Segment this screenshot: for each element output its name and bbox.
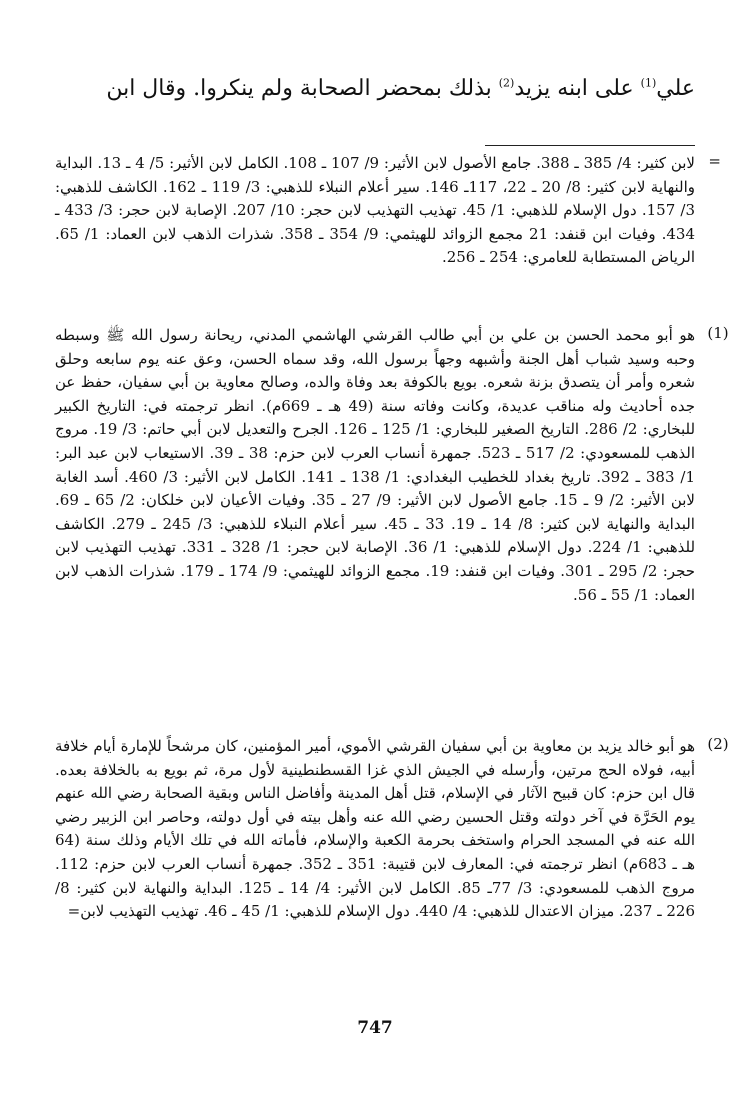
main-text-part3: بذلك بمحضر الصحابة ولم ينكروا. وقال ابن (106, 76, 499, 101)
main-text-line (55, 72, 695, 106)
main-text-part1: علي (656, 76, 695, 101)
footnote-text-2: هو أبو خالد يزيد بن معاوية بن أبي سفيان القرشي الأموي، أمير المؤمنين، كان مرشحاً للإمارة أيام خلافة أبيه، فولاه الحج مرتين، وأرسله في الجيش الذي غزا القسطنطينية لأول مرة، ثم بويع به بالخلافة بعده. قال ابن حزم: كان قبيح الآثار في الإسلام، قتل أهل المدينة وأفاضل الناس وبقية الصحابة رضي الله عنهم يوم الحَرَّة في آخر دولته وقتل الحسين رضي الله عنه وأهل بيته في أول دولته، وحاصر ابن الزبير رضي الله عنه في المسجد الحرام واستخف بحرمة الكعبة والإسلام، فأماته الله في تلك الأيام وذلك سنة (64 هـ ـ 683م) انظر ترجمته في: المعارف لابن قتيبة: 351 ـ 352. جمهرة أنساب العرب لابن حزم: 112. مروج الذهب للمسعودي: 3/ 77ـ 85. الكامل لابن الأثير: 4/ 14 ـ 125. البداية والنهاية لابن كثير: 8/ 226 ـ 237. ميزان الاعتدال للذهبي: 4/ 440. دول الإسلام للذهبي: 1/ 45 ـ 46. تهذيب التهذيب لابن (55, 737, 695, 921)
continued-footnote-text: لابن كثير: 4/ 385 ـ 388. جامع الأصول لابن الأثير: 9/ 107 ـ 108. الكامل لابن الأثير: 5/ 4 ـ 13. البداية والنهاية لابن كثير: 8/ 20 ـ 22، 117ـ 146. سير أعلام النبلاء للذهبي: 3/ 119 ـ 162. الكاشف للذهبي: 3/ 157. دول الإسلام للذهبي: 1/ 45. تهذيب التهذيب لابن حجر: 10/ 207. الإصابة لابن حجر: 3/ 433 ـ 434. وفيات ابن قنفد: 21 مجمع الزوائد للهيثمي: 9/ 354 ـ 358. شذرات الذهب لابن العماد: 1/ 65. الرياض المستطابة للعامري: 254 ـ 256. (55, 154, 696, 267)
footnote-text-1: هو أبو محمد الحسن بن علي بن أبي طالب القرشي الهاشمي المدني، ريحانة رسول الله ﷺ وسبطه وحبه وسيد شباب أهل الجنة وأشبهه وجهاً برسول الله، وقد سماه الحسن، وعق عنه يوم سابعه وحلق شعره وأمر أن يتصدق بزنة شعره. بويع بالكوفة بعد وفاة والده، وصالح معاوية بن أبي سفيان، حفظ عن جده أحاديث وله مناقب عديدة، وكانت وفاته سنة (49 هـ ـ 669م). انظر ترجمته في: التاريخ الكبير للبخاري: 2/ 286. التاريخ الصغير للبخاري: 1/ 125 ـ 126. الجرح والتعديل لابن أبي حاتم: 3/ 19. مروج الذهب للمسعودي: 2/ 517 ـ 523. جمهرة أنساب العرب لابن حزم: 38 ـ 39. الاستيعاب لابن عبد البر: 1/ 383 ـ 392. تاريخ بغداد للخطيب البغدادي: 1/ 138 ـ 141. الكامل لابن الأثير: 3/ 460. أسد الغابة لابن الأثير: 2/ 9 ـ 15. جامع الأصول لابن الأثير: 9/ 27 ـ 35. وفيات الأعيان لابن خلكان: 2/ 65 ـ 69. البداية والنهاية لابن كثير: 8/ 14 ـ 19. 33 ـ 45. سير أعلام النبلاء للذهبي: 3/ 245 ـ 279. الكاشف للذهبي: 1/ 224. دول الإسلام للذهبي: 1/ 36. الإصابة لابن حجر: 1/ 328 ـ 331. تهذيب التهذيب لابن حجر: 2/ 295 ـ 301. وفيات ابن قنفد: 19. مجمع الزوائد للهيثمي: 9/ 174 ـ 179. شذرات الذهب لابن العماد: 1/ 55 ـ 56. (55, 326, 696, 604)
footnote-number-1: (1) (707, 324, 729, 342)
continues-marker: = (67, 902, 81, 921)
continuation-marker: = (708, 152, 721, 170)
page-number: 747 (357, 1018, 393, 1038)
footnote-text-2-wrap (55, 735, 695, 924)
footnote-ref-2[interactable]: (2) (498, 76, 515, 90)
footnote-separator (485, 145, 695, 146)
footnote-ref-1[interactable]: (1) (640, 76, 657, 90)
footnote-2 (55, 735, 729, 924)
footnote-number-2: (2) (707, 735, 729, 753)
footnote-1 (55, 324, 729, 607)
continued-footnote (55, 152, 721, 270)
main-text-part2: على ابنه يزيد (514, 76, 641, 101)
